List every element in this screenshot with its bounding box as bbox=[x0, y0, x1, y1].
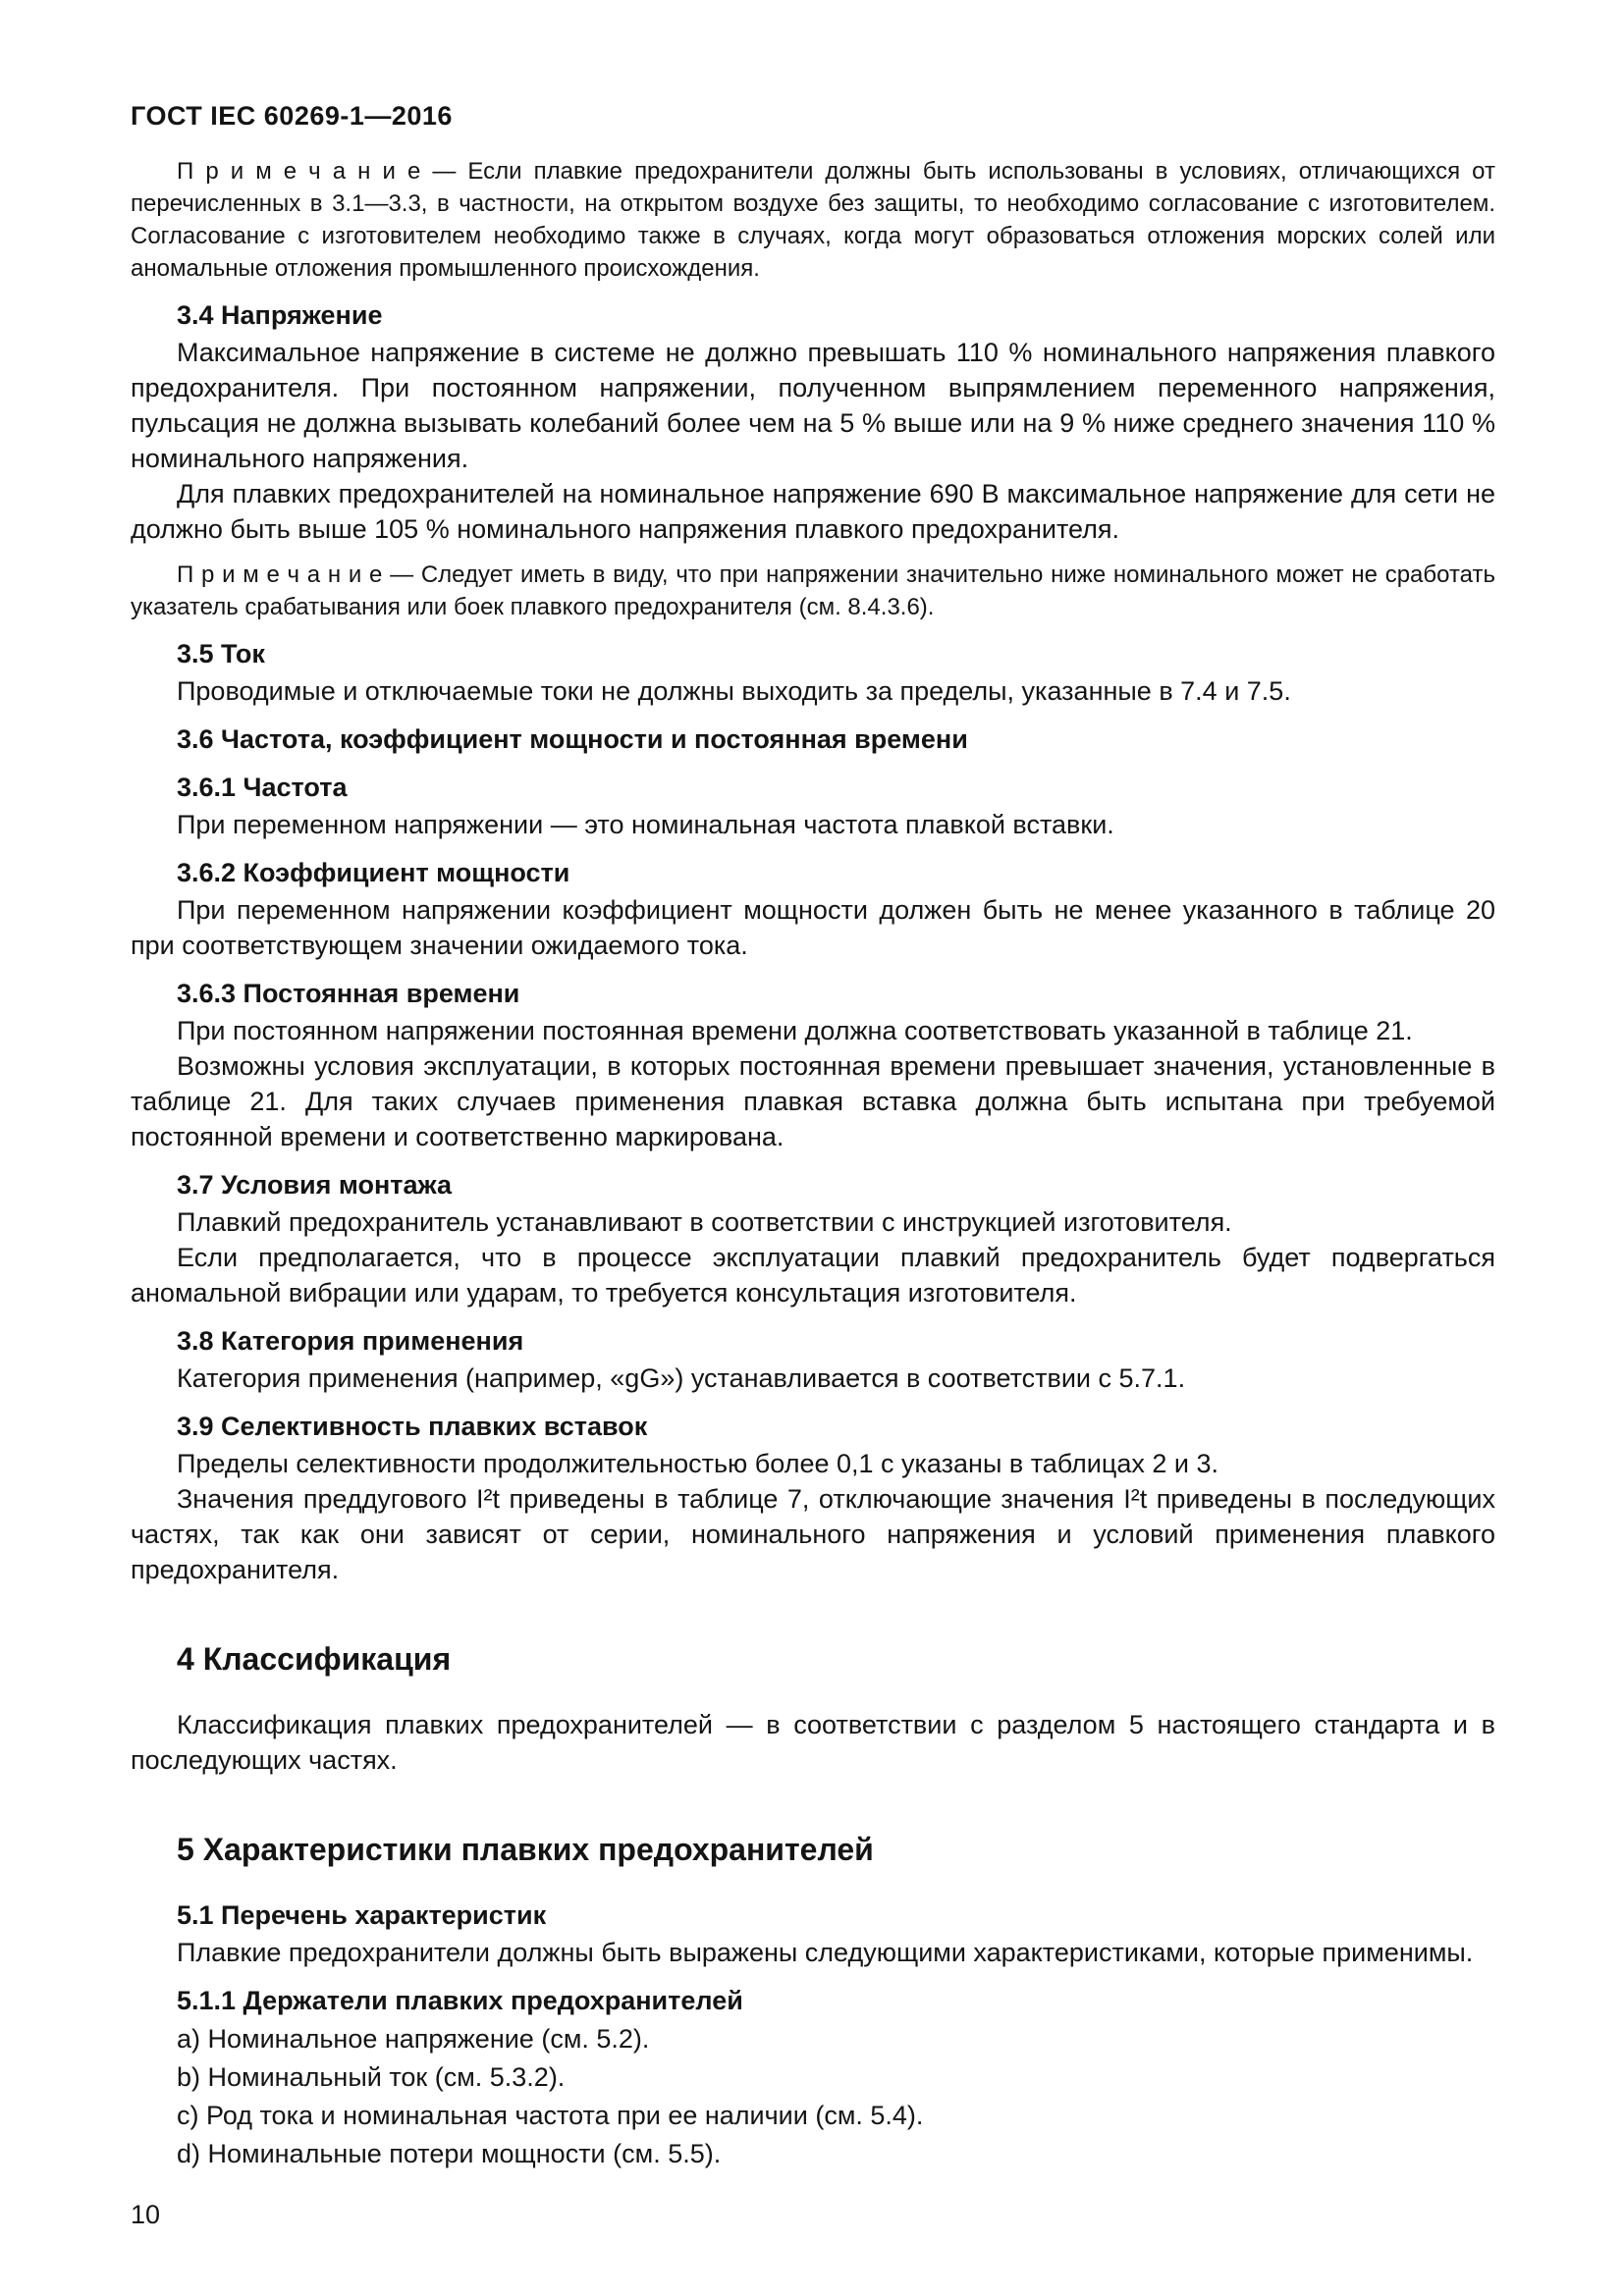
paragraph: Значения преддугового I²t приведены в таблице 7, отключающие значения I²t приведены в последующих частях, так как они зависят от серии, номинального напряжения и условий применения плавкого предохранителя. bbox=[131, 1484, 1495, 1584]
paragraph: Возможны условия эксплуатации, в которых постоянная времени превышает значения, установленные в таблице 21. Для таких случаев применения плавкая вставка должна быть испытана при требуемой постоянной времени и соответственно маркирована. bbox=[131, 1051, 1495, 1151]
paragraph: Пределы селективности продолжительностью более 0,1 с указаны в таблицах 2 и 3. bbox=[177, 1449, 1218, 1478]
paragraph: Для плавких предохранителей на номинальное напряжение 690 В максимальное напряжение для сети не должно быть выше 105 % номинального напряжения плавкого предохранителя. bbox=[131, 479, 1495, 544]
paragraph: Классификация плавких предохранителей — в соответствии с разделом 5 настоящего стандарта и в последующих частях. bbox=[131, 1710, 1495, 1775]
chapter-heading-4: 4 Классификация bbox=[177, 1641, 452, 1677]
paragraph: Категория применения (например, «gG») устанавливается в соответствии с 5.7.1. bbox=[177, 1363, 1186, 1393]
paragraph: Проводимые и отключаемые токи не должны выходить за пределы, указанные в 7.4 и 7.5. bbox=[177, 676, 1291, 706]
section-heading-5-1-1: 5.1.1 Держатели плавких предохранителей bbox=[177, 1986, 743, 2015]
section-heading-3-4: 3.4 Напряжение bbox=[177, 300, 383, 330]
list-item-c: c) Род тока и номинальная частота при ее наличии (см. 5.4). bbox=[177, 2101, 924, 2130]
paragraph: Максимальное напряжение в системе не должно превышать 110 % номинального напряжения плавкого предохранителя. При постоянном напряжении, полученном выпрямлением переменного напряжения, пульсация не должна вызывать колебаний более чем на 5 % выше или на 9 % ниже среднего значения 110 % номинального напряжения. bbox=[131, 338, 1495, 473]
page-content bbox=[131, 98, 1495, 2171]
paragraph: Плавкие предохранители должны быть выражены следующими характеристиками, которые применимы. bbox=[177, 1938, 1474, 1967]
paragraph: При переменном напряжении коэффициент мощности должен быть не менее указанного в таблице 20 при соответствующем значении ожидаемого тока. bbox=[131, 895, 1495, 960]
page-number: 10 bbox=[131, 2200, 161, 2229]
note-paragraph: П р и м е ч а н и е — Следует иметь в виду, что при напряжении значительно ниже номинального может не сработать указатель срабатывания или боек плавкого предохранителя (см. 8.4.3.6). bbox=[131, 561, 1495, 620]
section-heading-3-6-3: 3.6.3 Постоянная времени bbox=[177, 979, 520, 1008]
section-heading-5-1: 5.1 Перечень характеристик bbox=[177, 1900, 547, 1930]
section-heading-3-6-1: 3.6.1 Частота bbox=[177, 773, 348, 802]
paragraph: Плавкий предохранитель устанавливают в соответствии с инструкцией изготовителя. bbox=[177, 1207, 1232, 1237]
list-item-a: a) Номинальное напряжение (см. 5.2). bbox=[177, 2024, 650, 2054]
chapter-heading-5: 5 Характеристики плавких предохранителей bbox=[177, 1832, 874, 1867]
section-heading-3-6: 3.6 Частота, коэффициент мощности и постоянная времени bbox=[177, 724, 968, 754]
list-item-b: b) Номинальный ток (см. 5.3.2). bbox=[177, 2062, 566, 2092]
section-heading-3-9: 3.9 Селективность плавких вставок bbox=[177, 1412, 648, 1441]
paragraph: При постоянном напряжении постоянная времени должна соответствовать указанной в таблице 21. bbox=[177, 1016, 1413, 1045]
list-item-d: d) Номинальные потери мощности (см. 5.5). bbox=[177, 2139, 722, 2168]
paragraph: При переменном напряжении — это номинальная частота плавкой вставки. bbox=[177, 810, 1114, 839]
paragraph: Если предполагается, что в процессе эксплуатации плавкий предохранитель будет подвергаться аномальной вибрации или ударам, то требуется консультация изготовителя. bbox=[131, 1243, 1495, 1308]
section-heading-3-7: 3.7 Условия монтажа bbox=[177, 1170, 453, 1200]
section-heading-3-8: 3.8 Категория применения bbox=[177, 1326, 524, 1356]
note-paragraph: П р и м е ч а н и е — Если плавкие предохранители должны быть использованы в условиях, отличающихся от перечисленных в 3.1—3.3, в частности, на открытом воздухе без защиты, то необходимо согласование с изготовителем. Согласование с изготовителем необходимо также в случаях, когда могут образоваться отложения морских солей или аномальные отложения промышленного происхождения. bbox=[131, 158, 1495, 282]
section-heading-3-6-2: 3.6.2 Коэффициент мощности bbox=[177, 858, 570, 887]
section-heading-3-5: 3.5 Ток bbox=[177, 639, 265, 668]
doc-header: ГОСТ IEC 60269-1—2016 bbox=[131, 101, 453, 131]
